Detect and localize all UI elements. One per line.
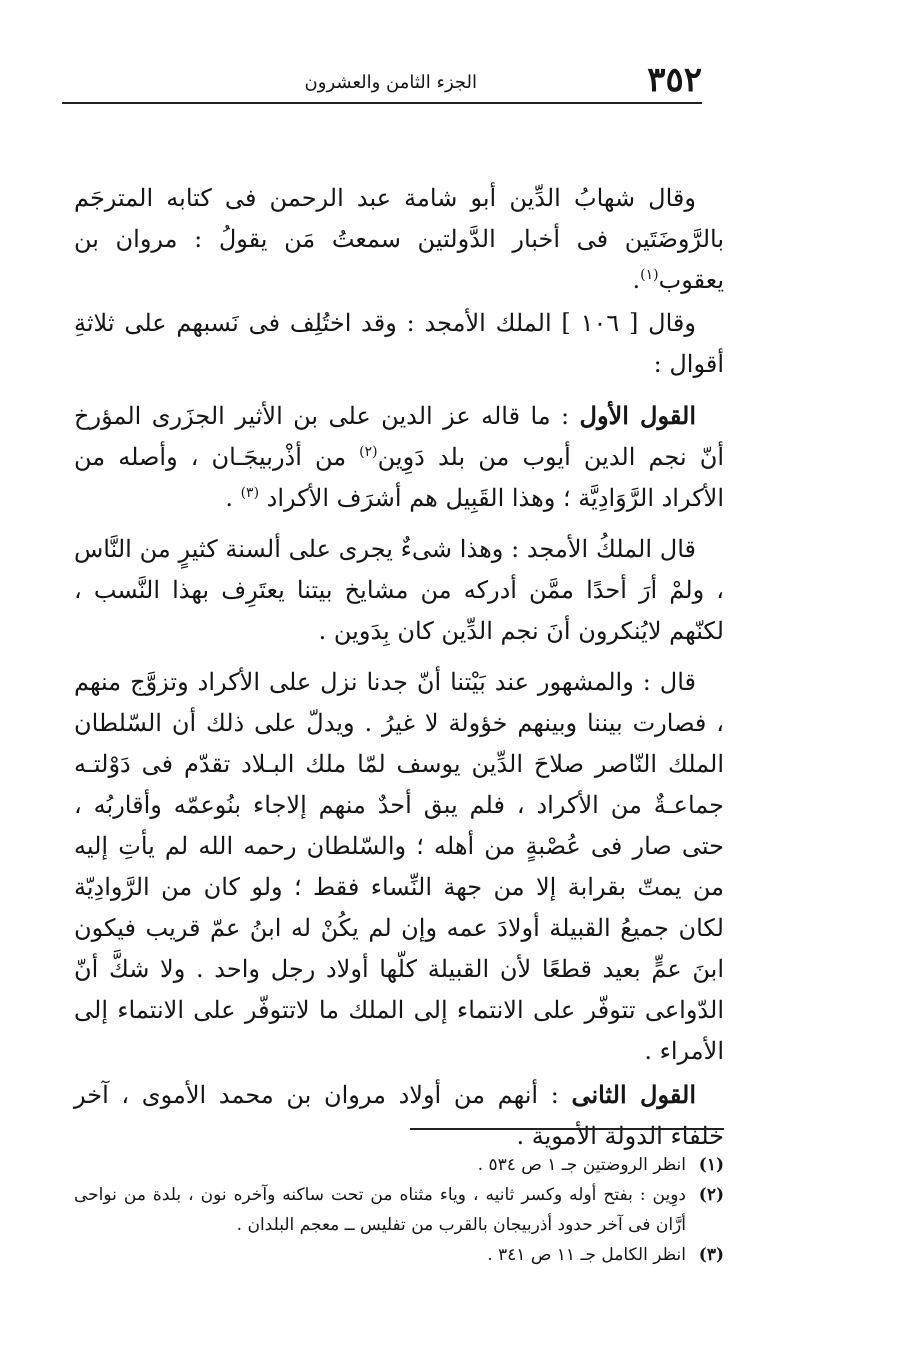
footnote-number: (١) bbox=[698, 1155, 724, 1175]
paragraph-1 bbox=[74, 178, 724, 301]
paragraph-3-text-c: . bbox=[225, 484, 241, 512]
running-head: الجزء الثامن والعشرون bbox=[304, 72, 477, 93]
paragraph-3 bbox=[74, 395, 724, 519]
paragraph-3-text-a: : ما قاله عز الدين على بن الأثير الجزَرى المؤرخ أنّ نجم الدين أيوب من بلد دَوِين bbox=[74, 402, 724, 471]
paragraph-5: قال : والمشهور عند بَيْتنا أنّ جدنا نزل على الأكراد وتزوَّج منهم ، فصارت بيننا وبينهم خؤولة لا غيرُ . ويدلّ على ذلك أن السّلطان الملك النّاصر صلاحَ الدِّين يوسف لمّا ملك البـلاد تقدّم فى دَوْلتـه جماعـةٌ من الأكراد ، فلم يبق أحدٌ منهم إلاجاء بنُوعمّه وأقاربُه ، حتى صار فى عُصْبةٍ من أهله ؛ والسّلطان رحمه الله لم يأتِ إليه من يمتّ بقرابة إلا من جهة النِّساء فقط ؛ ولو كان من الرَّوادِيّة لكان جميعُ القبيلة أولادَ عمه وإن لم يكُنْ له ابنُ عمّ قريب فيكون ابنَ عمٍّ بعيد قطعًا لأن القبيلة كلّها أولاد رجل واحد . ولا شكَّ أنّ الدّواعى تتوفّر على الانتماء إلى الملك ما لاتتوفّر على الانتماء إلى الأمراء . bbox=[74, 668, 724, 1065]
footnote-ref-2: (٢) bbox=[359, 444, 378, 460]
paragraph-2: وقال [ ١٠٦ ] الملك الأمجد : وقد اختُلِف فى نَسبهم على ثلاثةِ أقوال : bbox=[74, 309, 724, 378]
footnote-text: انظر الروضتين جـ ١ ص ٥٣٤ . bbox=[477, 1155, 686, 1175]
page-header bbox=[62, 58, 702, 104]
footnote-ref-1: (١) bbox=[640, 267, 659, 283]
page-number: ٣٥٢ bbox=[647, 60, 702, 100]
paragraph-3-lead: القول الأول bbox=[579, 401, 697, 430]
footnote-number: (٣) bbox=[698, 1245, 724, 1265]
paragraph-4: قال الملكُ الأمجد : وهذا شىءٌ يجرى على ألسنة كثيرٍ من النَّاس ، ولمْ أرَ أحدًا ممَّن أدركه من مشايخ بيتنا يعتَرِف بهذا النَّسب ، لكنّهم لايُنكرون أنَ نجم الدِّين كان بِدَوين . bbox=[74, 535, 724, 645]
footnote-1 bbox=[74, 1150, 724, 1180]
footnote-ref-3: (٣) bbox=[240, 485, 260, 501]
paragraph-6 bbox=[74, 1074, 724, 1157]
paragraph-3-text-b: من أذْربيجَـان ، وأصله من الأكراد الرَّوَادِيَّة ؛ وهذا القَبِيل هم أشرَف الأكراد bbox=[74, 443, 724, 512]
footnote-number: (٢) bbox=[698, 1185, 724, 1205]
paragraph-6-lead: القول الثانى bbox=[571, 1080, 696, 1109]
paragraph-6-text: : أنهم من أولاد مروان بن محمد الأموى ، آخر خلفاء الدولة الأموية . bbox=[74, 1081, 724, 1150]
footnote-divider bbox=[410, 1128, 724, 1130]
main-text bbox=[74, 178, 724, 1167]
footnote-3 bbox=[74, 1240, 724, 1270]
footnote-text: انظر الكامل جـ ١١ ص ٣٤١ . bbox=[487, 1245, 686, 1265]
footnote-2 bbox=[74, 1180, 724, 1240]
footnote-text: دوِين : بفتح أوله وكسر ثانيه ، وياء مثناه من تحت ساكنه وآخره نون ، بلدة من نواحى أرَّان فى آخر حدود أذربيجان بالقرب من تفليس ــ معجم البلدان . bbox=[74, 1185, 686, 1235]
footnotes bbox=[74, 1150, 724, 1270]
paragraph-1-text: وقال شهابُ الدِّين أبو شامة عبد الرحمن فى كتابه المترجَم بالرَّوضَتَين فى أخبار الدَّولتين سمعتُ مَن يقولُ : مروان بن يعقوب bbox=[74, 184, 724, 294]
paragraph-1-end: . bbox=[632, 266, 641, 294]
